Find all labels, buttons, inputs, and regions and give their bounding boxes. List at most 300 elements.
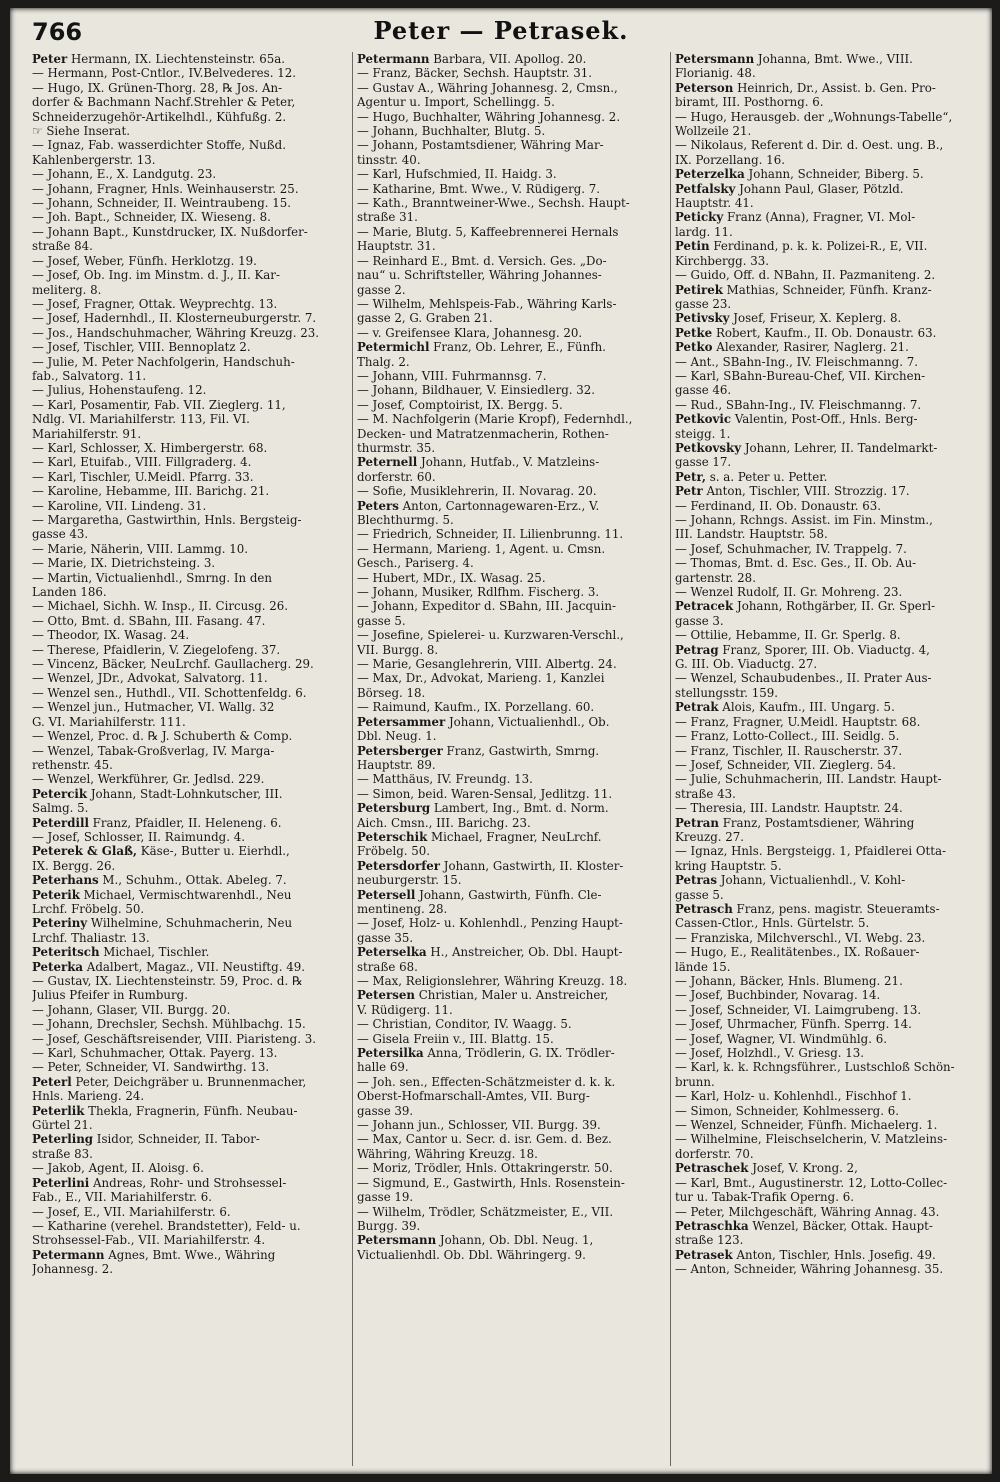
- directory-line: [357, 873, 675, 887]
- directory-line: [675, 1104, 987, 1118]
- entry-text: — Johann, Buchhalter, Blutg. 5.: [357, 124, 546, 139]
- directory-line: [32, 52, 350, 66]
- entry-text: Josef, Friseur, X. Keplerg. 8.: [729, 311, 902, 326]
- directory-line: [357, 153, 675, 167]
- surname-heading: Petersammer: [357, 714, 446, 729]
- entry-text: — Otto, Bmt. d. SBahn, III. Fasang. 47.: [32, 613, 266, 628]
- directory-line: [675, 239, 987, 253]
- entry-text: lände 15.: [675, 959, 731, 974]
- directory-line: [357, 960, 675, 974]
- entry-text: Michael, Vermischtwarenhdl., Neu: [79, 887, 292, 902]
- directory-line: [675, 744, 987, 758]
- entry-text: — Josef, E., VII. Mariahilferstr. 6.: [32, 1204, 231, 1219]
- entry-text: gasse 2, G. Graben 21.: [357, 311, 493, 326]
- directory-line: [675, 657, 987, 671]
- directory-line: [32, 1176, 350, 1190]
- entry-text: — Johann, Expeditor d. SBahn, III. Jacquin-: [357, 599, 616, 614]
- directory-line: [675, 1132, 987, 1146]
- directory-line: [357, 340, 675, 354]
- entry-text: Johann, Victualienhdl., Ob.: [445, 714, 610, 729]
- directory-line: [357, 1132, 675, 1146]
- surname-heading: Petrak: [675, 700, 719, 715]
- entry-text: Decken- und Matratzenmacherin, Rothen-: [357, 426, 609, 441]
- directory-line: [357, 844, 675, 858]
- directory-line: [675, 1147, 987, 1161]
- entry-text: — Johann, VIII. Fuhrmannsg. 7.: [357, 368, 547, 383]
- directory-line: [32, 138, 350, 152]
- entry-text: Kahlenbergerstr. 13.: [32, 152, 156, 167]
- directory-line: [357, 110, 675, 124]
- entry-text: gartenstr. 28.: [675, 570, 756, 585]
- directory-line: [32, 355, 350, 369]
- entry-text: Wollzeile 21.: [675, 124, 752, 139]
- entry-text: — Josef, Ob. Ing. im Minstm. d. J., II. Kar-: [32, 268, 280, 283]
- directory-line: [675, 1205, 987, 1219]
- directory-line: [357, 95, 675, 109]
- entry-text: Fröbelg. 50.: [357, 844, 431, 859]
- directory-line: [32, 1060, 350, 1074]
- directory-line: [32, 988, 350, 1002]
- entry-text: — Josef, Tischler, VIII. Bennoplatz 2.: [32, 340, 251, 355]
- entry-text: Anna, Trödlerin, G. IX. Trödler-: [423, 1046, 615, 1061]
- directory-line: [675, 1118, 987, 1132]
- directory-line: [675, 297, 987, 311]
- directory-line: [357, 614, 675, 628]
- entry-text: — Peter, Milchgeschäft, Währing Annag. 43.: [675, 1204, 940, 1219]
- entry-text: — Franz, Lotto-Collect., III. Seidlg. 5.: [675, 729, 900, 744]
- entry-text: — Sigmund, E., Gastwirth, Hnls. Rosenstein-: [357, 1175, 625, 1190]
- directory-line: [675, 1032, 987, 1046]
- entry-text: — Franz, Fragner, U.Meidl. Hauptstr. 68.: [675, 714, 921, 729]
- directory-line: [675, 1017, 987, 1031]
- entry-text: — Wilhelmine, Fleischselcherin, V. Matzleins-: [675, 1132, 948, 1147]
- entry-text: — Hugo, Buchhalter, Währing Johannesg. 2.: [357, 109, 621, 124]
- directory-line: [32, 830, 350, 844]
- directory-line: [675, 585, 987, 599]
- column-1: [32, 52, 350, 1466]
- directory-line: [32, 499, 350, 513]
- directory-line: [32, 643, 350, 657]
- entry-text: halle 69.: [357, 1060, 409, 1075]
- directory-line: [357, 945, 675, 959]
- entry-text: — Margaretha, Gastwirthin, Hnls. Bergsteig-: [32, 513, 302, 527]
- entry-text: — Nikolaus, Referent d. Dir. d. Oest. ung. B.,: [675, 138, 944, 153]
- directory-line: [357, 542, 675, 556]
- entry-text: — Wenzel, Schneider, Fünfh. Michaelerg. 1.: [675, 1118, 938, 1133]
- entry-text: — Johann, Rchngs. Assist. im Fin. Minstm.,: [675, 513, 933, 527]
- directory-line: [675, 355, 987, 369]
- entry-text: — Wenzel Rudolf, II. Gr. Mohreng. 23.: [675, 585, 903, 600]
- directory-line: [357, 383, 675, 397]
- entry-text: — Josef, Wagner, VI. Windmühlg. 6.: [675, 1031, 887, 1046]
- surname-heading: Peteritsch: [32, 945, 100, 960]
- surname-heading: Petersmann: [357, 1233, 437, 1248]
- directory-line: [32, 816, 350, 830]
- entry-text: — Karl, Schuhmacher, Ottak. Payerg. 13.: [32, 1046, 278, 1061]
- directory-line: [32, 1032, 350, 1046]
- directory-line: [32, 182, 350, 196]
- entry-text: — Josef, Holzhdl., V. Griesg. 13.: [675, 1046, 865, 1061]
- entry-text: straße 68.: [357, 959, 418, 974]
- directory-line: [675, 81, 987, 95]
- directory-line: [32, 931, 350, 945]
- directory-line: [675, 326, 987, 340]
- directory-line: [32, 110, 350, 124]
- directory-line: [357, 599, 675, 613]
- directory-line: [32, 571, 350, 585]
- directory-line: [32, 1017, 350, 1031]
- directory-line: [32, 960, 350, 974]
- directory-line: [32, 888, 350, 902]
- entry-text: — Julie, Schuhmacherin, III. Landstr. Haupt-: [675, 772, 942, 787]
- page-number: 766: [32, 18, 83, 46]
- directory-line: [357, 1060, 675, 1074]
- directory-line: [675, 599, 987, 613]
- entry-text: Franz (Anna), Fragner, VI. Mol-: [723, 210, 916, 225]
- directory-line: [32, 297, 350, 311]
- entry-text: Agentur u. Import, Schellingg. 5.: [357, 95, 555, 110]
- entry-text: — Franz, Tischler, II. Rauscherstr. 37.: [675, 743, 903, 758]
- surname-heading: Petersell: [357, 887, 416, 902]
- entry-text: — Karl, Tischler, U.Meidl. Pfarrg. 33.: [32, 469, 254, 484]
- directory-line: [357, 888, 675, 902]
- entry-text: — Josef, Schneider, VI. Laimgrubeng. 13.: [675, 1002, 922, 1017]
- directory-line: [357, 66, 675, 80]
- directory-line: [32, 1089, 350, 1103]
- directory-line: [675, 182, 987, 196]
- entry-text: — Franz, Bäcker, Sechsh. Hauptstr. 31.: [357, 66, 593, 81]
- directory-line: [675, 527, 987, 541]
- directory-line: [357, 700, 675, 714]
- directory-line: [675, 643, 987, 657]
- entry-text: — Johann, Postamtsdiener, Währing Mar-: [357, 138, 604, 153]
- entry-text: Valentin, Post-Off., Hnls. Berg-: [731, 412, 918, 427]
- entry-text: — Thomas, Bmt. d. Esc. Ges., II. Ob. Au-: [675, 556, 917, 571]
- directory-line: [675, 484, 987, 498]
- surname-heading: Petko: [675, 340, 713, 355]
- surname-heading: Petfalsky: [675, 181, 736, 196]
- entry-text: — Joh. Bapt., Schneider, IX. Wieseng. 8.: [32, 210, 271, 225]
- directory-line: [357, 1003, 675, 1017]
- entry-text: Franz, Gastwirth, Smrng.: [442, 743, 600, 758]
- surname-heading: Petersberger: [357, 743, 443, 758]
- directory-line: [357, 210, 675, 224]
- entry-text: Michael, Fragner, NeuLrchf.: [427, 829, 602, 844]
- entry-text: Anton, Tischler, VIII. Strozzig. 17.: [702, 484, 910, 499]
- entry-text: Christian, Maler u. Anstreicher,: [414, 988, 609, 1003]
- surname-heading: Petracek: [675, 599, 734, 614]
- directory-line: [357, 643, 675, 657]
- entry-text: — Raimund, Kaufm., IX. Porzellang. 60.: [357, 700, 595, 715]
- entry-text: Landen 186.: [32, 585, 107, 600]
- directory-line: [675, 1219, 987, 1233]
- directory-line: [357, 254, 675, 268]
- entry-text: — Julie, M. Peter Nachfolgerin, Handschuh-: [32, 354, 295, 369]
- directory-line: [675, 686, 987, 700]
- directory-line: [675, 614, 987, 628]
- entry-text: — Ant., SBahn-Ing., IV. Fleischmanng. 7.: [675, 354, 918, 369]
- directory-line: [32, 916, 350, 930]
- entry-text: Hermann, IX. Liechtensteinstr. 65a.: [67, 52, 286, 66]
- directory-line: [357, 167, 675, 181]
- entry-text: — Max, Cantor u. Secr. d. isr. Gem. d. Bez.: [357, 1132, 612, 1147]
- directory-line: [675, 225, 987, 239]
- directory-line: [32, 283, 350, 297]
- directory-line: [675, 254, 987, 268]
- entry-text: — Christian, Conditor, IV. Waagg. 5.: [357, 1017, 572, 1032]
- surname-heading: Petersen: [357, 988, 415, 1003]
- entry-text: Hnls. Marieng. 24.: [32, 1089, 145, 1104]
- entry-text: VII. Burgg. 8.: [357, 642, 439, 657]
- entry-text: Kirchbergg. 33.: [675, 253, 769, 268]
- directory-line: [32, 542, 350, 556]
- directory-line: [357, 239, 675, 253]
- directory-line: [675, 311, 987, 325]
- entry-text: — Hugo, IX. Grünen-Thorg. 28, ℞ Jos. An-: [32, 80, 283, 95]
- directory-line: [357, 427, 675, 441]
- entry-text: Josef, V. Krong. 2,: [748, 1161, 858, 1176]
- entry-text: — Gustav, IX. Liechtensteinstr. 59, Proc. d. ℞: [32, 974, 303, 988]
- directory-line: [32, 326, 350, 340]
- directory-line: [357, 902, 675, 916]
- entry-text: s. a. Peter u. Petter.: [705, 469, 828, 484]
- entry-text: — Hugo, Herausgeb. der „Wohnungs-Tabelle“,: [675, 109, 953, 124]
- directory-line: [357, 297, 675, 311]
- entry-text: Andreas, Rohr- und Strohsessel-: [89, 1175, 287, 1190]
- directory-line: [675, 844, 987, 858]
- directory-line: [675, 628, 987, 642]
- directory-line: [32, 196, 350, 210]
- directory-line: [675, 1075, 987, 1089]
- entry-text: Strohsessel-Fab., VII. Mariahilferstr. 4.: [32, 1233, 266, 1248]
- directory-line: [675, 1248, 987, 1262]
- directory-line: [675, 441, 987, 455]
- entry-text: — Wenzel, Proc. d. ℞ J. Schuberth & Comp.: [32, 729, 293, 744]
- directory-line: [357, 470, 675, 484]
- directory-line: [357, 657, 675, 671]
- entry-text: — Anton, Schneider, Währing Johannesg. 35.: [675, 1262, 944, 1277]
- entry-text: Franz, Pfaidler, II. Heleneng. 6.: [88, 815, 282, 830]
- directory-line: [675, 816, 987, 830]
- page-header: [10, 8, 992, 52]
- directory-line: [32, 369, 350, 383]
- entry-text: — Wenzel, Werkführer, Gr. Jedlsd. 229.: [32, 772, 265, 787]
- entry-text: Hauptstr. 41.: [675, 196, 754, 211]
- directory-line: [675, 542, 987, 556]
- directory-line: [675, 1161, 987, 1175]
- surname-heading: Petr: [675, 484, 703, 499]
- entry-text: — Wilhelm, Trödler, Schätzmeister, E., VII.: [357, 1204, 614, 1219]
- directory-line: [675, 153, 987, 167]
- directory-line: [675, 369, 987, 383]
- entry-text: Währing, Währing Kreuzg. 18.: [357, 1146, 538, 1161]
- entry-text: dorferstr. 70.: [675, 1146, 754, 1161]
- directory-line: [357, 801, 675, 815]
- directory-line: [32, 700, 350, 714]
- surname-heading: Peter: [32, 52, 68, 66]
- running-head: Peter — Petrasek.: [373, 16, 629, 45]
- directory-line: [675, 196, 987, 210]
- entry-text: M., Schuhm., Ottak. Abeleg. 7.: [98, 873, 287, 888]
- directory-line: [675, 470, 987, 484]
- surname-heading: Peticky: [675, 210, 724, 225]
- surname-heading: Petran: [675, 815, 719, 830]
- surname-heading: Petr,: [675, 469, 706, 484]
- entry-text: Käse-, Butter u. Eierhdl.,: [137, 844, 290, 859]
- entry-text: meliterg. 8.: [32, 282, 102, 297]
- entry-text: Isidor, Schneider, II. Tabor-: [93, 1132, 260, 1147]
- directory-line: [32, 1190, 350, 1204]
- entry-text: — Reinhard E., Bmt. d. Versich. Ges. „Do-: [357, 253, 607, 268]
- surname-heading: Petersdorfer: [357, 858, 440, 873]
- directory-line: [675, 729, 987, 743]
- entry-text: gasse 17.: [675, 455, 732, 470]
- entry-text: — Karoline, VII. Lindeng. 31.: [32, 498, 207, 513]
- entry-text: Gesch., Pariserg. 4.: [357, 556, 474, 571]
- directory-line: [32, 1046, 350, 1060]
- directory-line: [32, 455, 350, 469]
- surname-heading: Petrag: [675, 642, 719, 657]
- entry-text: — Hermann, Post-Cntlor., IV.Belvederes. 12.: [32, 66, 296, 81]
- entry-text: Lambert, Ing., Bmt. d. Norm.: [430, 801, 609, 816]
- directory-line: [675, 700, 987, 714]
- entry-text: Michael, Tischler.: [99, 945, 210, 960]
- entry-text: — Jos., Handschuhmacher, Währing Kreuzg. 23.: [32, 325, 319, 340]
- entry-text: Julius Pfeifer in Rumburg.: [32, 988, 188, 1003]
- surname-heading: Petersburg: [357, 801, 431, 816]
- entry-text: IX. Bergg. 26.: [32, 858, 116, 873]
- entry-text: dorfer & Bachmann Nachf.Strehler & Peter,: [32, 95, 296, 110]
- directory-line: [32, 729, 350, 743]
- directory-line: [357, 283, 675, 297]
- entry-text: — Ignaz, Hnls. Bergsteigg. 1, Pfaidlerei Otta-: [675, 844, 947, 859]
- directory-line: [32, 585, 350, 599]
- entry-text: — Johann, Schneider, II. Weintraubeng. 15.: [32, 196, 292, 211]
- entry-text: straße 43.: [675, 786, 736, 801]
- directory-line: [32, 657, 350, 671]
- directory-line: [675, 859, 987, 873]
- surname-heading: Petkovic: [675, 412, 732, 427]
- entry-text: Johann, Hutfab., V. Matzleins-: [417, 455, 600, 470]
- directory-line: [357, 571, 675, 585]
- entry-text: — Josefine, Spielerei- u. Kurzwaren-Verschl.,: [357, 628, 624, 643]
- entry-text: — Wenzel jun., Hutmacher, VI. Wallg. 32: [32, 700, 275, 715]
- directory-line: [357, 1017, 675, 1031]
- entry-text: gasse 43.: [32, 527, 89, 542]
- directory-line: [32, 1003, 350, 1017]
- surname-heading: Petin: [675, 239, 710, 254]
- entry-text: fab., Salvatorg. 11.: [32, 368, 147, 383]
- entry-text: Mariahilferstr. 91.: [32, 426, 142, 441]
- directory-line: [357, 1161, 675, 1175]
- entry-text: — Theresia, III. Landstr. Hauptstr. 24.: [675, 801, 903, 816]
- entry-text: Johann, Rothgärber, II. Gr. Sperl-: [733, 599, 936, 614]
- entry-text: Heinrich, Dr., Assist. b. Gen. Pro-: [733, 80, 936, 95]
- directory-line: [675, 787, 987, 801]
- directory-line: [32, 167, 350, 181]
- surname-heading: Petrasek: [675, 1247, 733, 1262]
- entry-text: — Karoline, Hebamme, III. Barichg. 21.: [32, 484, 270, 499]
- surname-heading: Petermichl: [357, 340, 430, 355]
- directory-line: [357, 1205, 675, 1219]
- directory-line: [675, 715, 987, 729]
- entry-text: — M. Nachfolgerin (Marie Kropf), Federnhdl.,: [357, 412, 633, 427]
- directory-line: [675, 340, 987, 354]
- surname-heading: Peteriny: [32, 916, 88, 931]
- entry-text: — Karl, k. k. Rchngsführer., Lustschloß Schön-: [675, 1060, 955, 1075]
- directory-line: [357, 1190, 675, 1204]
- entry-text: — Marie, Gesanglehrerin, VIII. Albertg. 24.: [357, 657, 617, 672]
- directory-line: [675, 1190, 987, 1204]
- entry-text: — Matthäus, IV. Freundg. 13.: [357, 772, 533, 787]
- directory-line: [357, 628, 675, 642]
- entry-text: — Marie, IX. Dietrichsteing. 3.: [32, 556, 216, 571]
- entry-text: — Ferdinand, II. Ob. Donaustr. 63.: [675, 498, 882, 513]
- entry-text: Thekla, Fragnerin, Fünfh. Neubau-: [84, 1103, 298, 1118]
- entry-text: kring Hauptstr. 5.: [675, 858, 782, 873]
- directory-line: [32, 441, 350, 455]
- directory-line: [675, 398, 987, 412]
- directory-line: [32, 1205, 350, 1219]
- entry-text: — Wenzel, Schaubudenbes., II. Prater Aus-: [675, 671, 932, 686]
- directory-line: [675, 427, 987, 441]
- directory-line: [357, 52, 675, 66]
- directory-line: [675, 95, 987, 109]
- directory-line: [32, 1104, 350, 1118]
- entry-text: Franz, Sporer, III. Ob. Viaductg. 4,: [718, 642, 930, 657]
- entry-text: — Josef, Schlosser, II. Raimundg. 4.: [32, 829, 245, 844]
- directory-line: [32, 268, 350, 282]
- entry-text: Johann, Schneider, Biberg. 5.: [744, 167, 924, 182]
- surname-heading: Petraschek: [675, 1161, 749, 1176]
- surname-heading: Peters: [357, 498, 399, 513]
- directory-line: [357, 1147, 675, 1161]
- entry-text: gasse 5.: [357, 613, 406, 628]
- entry-text: Lrchf. Fröbelg. 50.: [32, 901, 145, 916]
- entry-text: — Karl, SBahn-Bureau-Chef, VII. Kirchen-: [675, 368, 926, 383]
- directory-line: [357, 138, 675, 152]
- entry-text: — Katharine (verehel. Brandstetter), Feld- u.: [32, 1218, 301, 1233]
- entry-text: Kreuzg. 27.: [675, 829, 745, 844]
- surname-heading: Peterhans: [32, 873, 99, 888]
- surname-heading: Petras: [675, 873, 718, 888]
- directory-line: [357, 974, 675, 988]
- entry-text: — Sofie, Musiklehrerin, II. Novarag. 20.: [357, 484, 597, 499]
- surname-heading: Petersmann: [675, 52, 755, 66]
- directory-line: [32, 844, 350, 858]
- entry-text: steigg. 1.: [675, 426, 731, 441]
- directory-line: [357, 369, 675, 383]
- entry-text: brunn.: [675, 1074, 715, 1089]
- entry-text: G. III. Ob. Viaductg. 27.: [675, 657, 818, 672]
- directory-line: [357, 686, 675, 700]
- directory-line: [357, 671, 675, 685]
- directory-line: [32, 744, 350, 758]
- entry-text: — Jakob, Agent, II. Aloisg. 6.: [32, 1161, 204, 1176]
- directory-line: [357, 1032, 675, 1046]
- directory-line: [357, 268, 675, 282]
- surname-heading: Peterka: [32, 959, 84, 974]
- directory-line: [32, 801, 350, 815]
- entry-text: Ferdinand, p. k. k. Polizei-R., E, VII.: [709, 239, 928, 254]
- entry-text: — Gisela Freiin v., III. Blattg. 15.: [357, 1031, 554, 1046]
- directory-line: [675, 830, 987, 844]
- entry-text: — Johann, Drechsler, Sechsh. Mühlbachg. 15.: [32, 1017, 306, 1032]
- entry-text: Thalg. 2.: [357, 354, 410, 369]
- entry-text: straße 84.: [32, 239, 93, 254]
- entry-text: gasse 46.: [675, 383, 732, 398]
- directory-line: [675, 1060, 987, 1074]
